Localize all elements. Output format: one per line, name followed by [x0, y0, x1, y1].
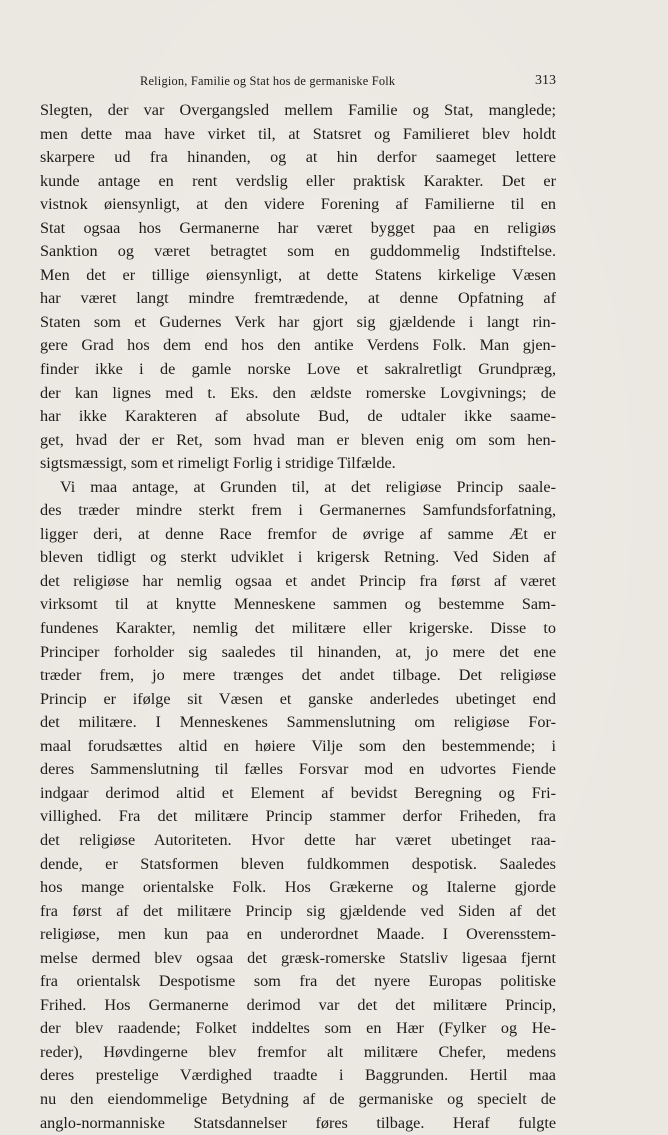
text-line: vistnok øiensynligt, at den videre Forening af Familierne til en [40, 195, 556, 214]
text-line: men dette maa have virket til, at Statsret og Familieret blev holdt [40, 124, 556, 143]
text-line: hos mange orientalske Folk. Hos Grækerne og Italerne gjorde [40, 878, 556, 897]
text-line: Men det er tillige øiensynligt, at dette Statens kirkelige Væsen [40, 265, 556, 284]
text-line: deres prestelige Værdighed traadte i Baggrunden. Hertil maa [40, 1066, 556, 1085]
text-line: gere Grad hos dem end hos den antike Verdens Folk. Man gjen- [40, 336, 556, 355]
text-line: Slegten, der var Overgangsled mellem Familie og Stat, manglede; [40, 101, 556, 119]
text-line: fundenes Karakter, nemlig det militære eller krigerske. Disse to [40, 619, 556, 638]
paragraph-start-line: Vi maa antage, at Grunden til, at det religiøse Princip saale- [60, 477, 556, 496]
page-header [40, 74, 556, 94]
text-line: indgaar derimod altid et Element af bevidst Beregning og Fri- [40, 783, 556, 802]
text-line: maal forudsættes altid en høiere Vilje som den bestemmende; i [40, 736, 556, 755]
text-line: nu den eiendommelige Betydning af de germaniske og specielt de [40, 1089, 556, 1108]
text-line: der kan lignes med t. Eks. den ældste romerske Lovgivnings; de [40, 383, 556, 402]
text-line: kunde antage en rent verdslig eller praktisk Karakter. Det er [40, 171, 556, 190]
text-line: Stat ogsaa hos Germanerne har været bygget paa en religiøs [40, 218, 556, 237]
text-line: fra orientalsk Despotisme som fra det nyere Europas politiske [40, 972, 556, 991]
text-line: ligger deri, at denne Race fremfor de øvrige af samme Æt er [40, 524, 556, 543]
text-line: det militære. I Menneskenes Sammenslutning om religiøse For- [40, 713, 556, 732]
text-line: melse dermed blev ogsaa det græsk-romerske Statsliv ligesaa fjernt [40, 948, 556, 967]
text-line: dende, er Statsformen bleven fuldkommen despotisk. Saaledes [40, 854, 556, 873]
text-line: Frihed. Hos Germanerne derimod var det det militære Princip, [40, 995, 556, 1014]
text-line: des træder mindre sterkt frem i Germanernes Samfundsforfatning, [40, 501, 556, 520]
text-line: reder), Høvdingerne blev fremfor alt militære Chefer, medens [40, 1042, 556, 1061]
text-line: virksomt til at knytte Menneskene sammen og bestemme Sam- [40, 595, 556, 614]
body-text [40, 99, 556, 1135]
text-line: der blev raadende; Folket inddeltes som en Hær (Fylker og He- [40, 1019, 556, 1038]
page-number: 313 [535, 73, 556, 88]
text-line: anglo-normanniske Statsdannelser føres tilbage. Heraf fulgte [40, 1113, 556, 1132]
text-line: har ikke Karakteren af absolute Bud, de udtaler ikke saame- [40, 407, 556, 426]
text-line: Sanktion og været betragtet som en guddommelig Indstiftelse. [40, 242, 556, 261]
text-line: det religiøse har nemlig ogsaa et andet Princip fra først af været [40, 571, 556, 590]
text-line: det religiøse Autoriteten. Hvor dette har været ubetinget raa- [40, 830, 556, 849]
text-line: get, hvad der er Ret, som hvad man er bleven enig om som hen- [40, 430, 556, 449]
text-line: Principer forholder sig saaledes til hinanden, at, jo mere det ene [40, 642, 556, 661]
text-line: religiøse, men kun paa en underordnet Maade. I Overensstem- [40, 925, 556, 944]
text-line: Princip er ifølge sit Væsen et ganske anderledes ubetinget end [40, 689, 556, 708]
text-line: træder frem, jo mere trænges det andet tilbage. Det religiøse [40, 666, 556, 685]
text-line: bleven tidligt og sterkt udviklet i krigersk Retning. Ved Siden af [40, 548, 556, 567]
text-line: fra først af det militære Princip sig gjældende ved Siden af det [40, 901, 556, 920]
text-line: Staten som et Gudernes Verk har gjort sig gjældende i langt rin- [40, 312, 556, 331]
text-line: finder ikke i de gamle norske Love et sakralretligt Grundpræg, [40, 360, 556, 379]
paragraph-end-line: sigtsmæssigt, som et rimeligt Forlig i stridige Tilfælde. [40, 454, 396, 473]
text-line: har været langt mindre fremtrædende, at denne Opfatning af [40, 289, 556, 308]
text-line: skarpere ud fra hinanden, og at hin derfor saameget lettere [40, 148, 556, 167]
text-line: deres Sammenslutning til fælles Forsvar mod en udvortes Fiende [40, 760, 556, 779]
running-head: Religion, Familie og Stat hos de germaniske Folk [140, 74, 396, 88]
text-line: villighed. Fra det militære Princip stammer derfor Friheden, fra [40, 807, 556, 826]
